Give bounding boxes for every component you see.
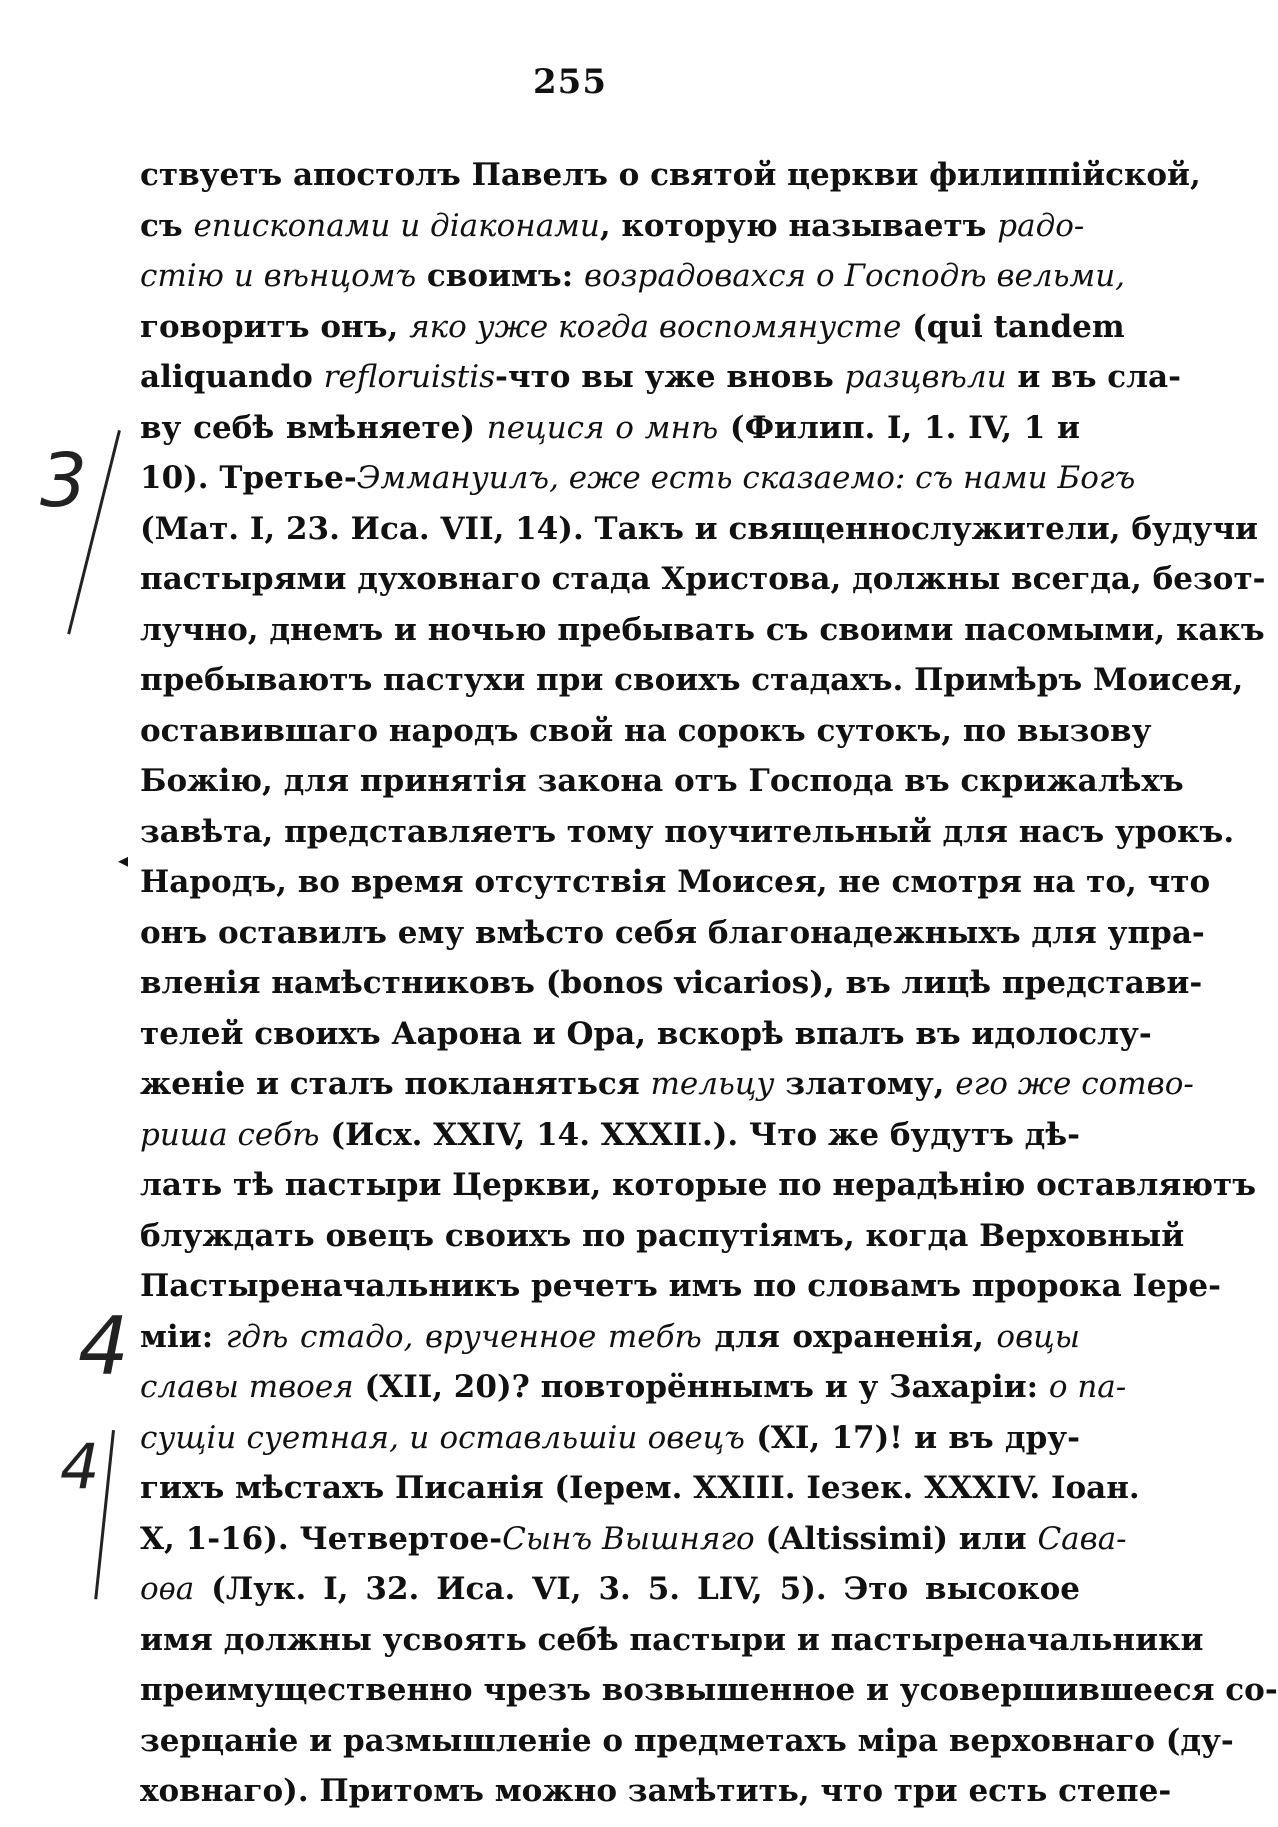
text-line: риша себѣ (Исх. XXIV, 14. XXXII.). Что же будутъ дѣ-	[140, 1116, 1080, 1153]
margin-note-4-lower: 4	[60, 1430, 100, 1503]
text-line: имя должны усвоять себѣ пастыри и пастыреначальники	[140, 1621, 1204, 1658]
text-line: говоритъ онъ, яко уже когда воспомянусте (qui tandem	[140, 308, 1125, 345]
text-line: оѳа (Лук. I, 32. Иса. VI, 3. 5. LIV, 5). Это высокое	[140, 1571, 1080, 1607]
text-line: вленія намѣстниковъ (bonos vicarios), въ лицѣ представи-	[140, 965, 1203, 1001]
text-line: телей своихъ Аарона и Ора, вскорѣ впалъ въ идолослу-	[140, 1015, 1152, 1052]
text-line: пребываютъ пастухи при своихъ стадахъ. Примѣръ Моисея,	[140, 662, 1244, 698]
text-line: Пастыреначальникъ речетъ имъ по словамъ пророка Іере-	[140, 1268, 1221, 1304]
text-line: міи: гдѣ стадо, врученное тебѣ для охраненія, овцы	[140, 1318, 1081, 1355]
text-line: aliquando refloruistis-что вы уже вновь разцвѣли и въ сла-	[140, 359, 1181, 395]
text-line: X, 1-16). Четвертое-Сынъ Вышняго (Altissimi) или Сава-	[140, 1520, 1127, 1557]
text-line: Божію, для принятія закона отъ Господа въ скрижалѣхъ	[140, 763, 1184, 799]
text-line: (Мат. I, 23. Иса. VII, 14). Такъ и священнослужители, будучи	[140, 510, 1259, 547]
text-line: Народъ, во время отсутствія Моисея, не смотря на то, что	[140, 864, 1211, 900]
text-line: славы твоея (XII, 20)? повторённымъ и у Захаріи: о па-	[140, 1369, 1127, 1405]
text-line: ховнаго). Притомъ можно замѣтить, что три есть степе-	[140, 1773, 1172, 1809]
text-line: сущіи суетная, и оставльшіи овецъ (XI, 17)! и въ дру-	[140, 1419, 1080, 1456]
text-line: 10). Третье-Эммануилъ, еже есть сказаемо: съ нами Богъ	[140, 460, 1136, 496]
text-line: преимущественно чрезъ возвышенное и усовершившееся со-	[140, 1672, 1278, 1708]
text-line: лать тѣ пастыри Церкви, которые по нерадѣнію оставляютъ	[140, 1167, 1257, 1203]
text-line: женіе и сталъ покланяться тельцу златому, его же сотво-	[140, 1066, 1194, 1102]
text-line: съ епископами и діаконами, которую называетъ радо-	[140, 207, 1085, 244]
text-line: ву себѣ вмѣняете) пецися о мнѣ (Филип. I, 1. IV, 1 и	[140, 409, 1080, 446]
margin-tick-mark-icon: ◂	[118, 848, 129, 872]
page-number: 255	[533, 62, 607, 102]
margin-note-3: 3	[40, 438, 88, 524]
text-line: ствуетъ апостолъ Павелъ о святой церкви филиппійской,	[140, 157, 1201, 193]
text-line: онъ оставилъ ему вмѣсто себя благонадежныхъ для упра-	[140, 914, 1205, 951]
margin-note-4-upper: 4	[78, 1300, 129, 1393]
text-line: лучно, днемъ и ночью пребывать съ своими пасомыми, какъ	[140, 611, 1265, 648]
text-line: блуждать овецъ своихъ по распутіямъ, когда Верховный	[140, 1217, 1185, 1254]
text-line: зерцаніе и размышленіе о предметахъ міра верховнаго (ду-	[140, 1722, 1234, 1759]
text-line: пастырями духовнаго стада Христова, должны всегда, безот-	[140, 561, 1266, 597]
text-line: стію и вѣнцомъ своимъ: возрадовахся о Господѣ вельми,	[140, 258, 1126, 294]
body-text	[140, 150, 1278, 1817]
text-line: гихъ мѣстахъ Писанія (Iерем. XXIII. Iезек. XXXIV. Iоан.	[140, 1470, 1140, 1506]
text-line: завѣта, представляетъ тому поучительный для насъ урокъ.	[140, 813, 1235, 850]
text-line: оставившаго народъ свой на сорокъ сутокъ, по вызову	[140, 712, 1152, 749]
